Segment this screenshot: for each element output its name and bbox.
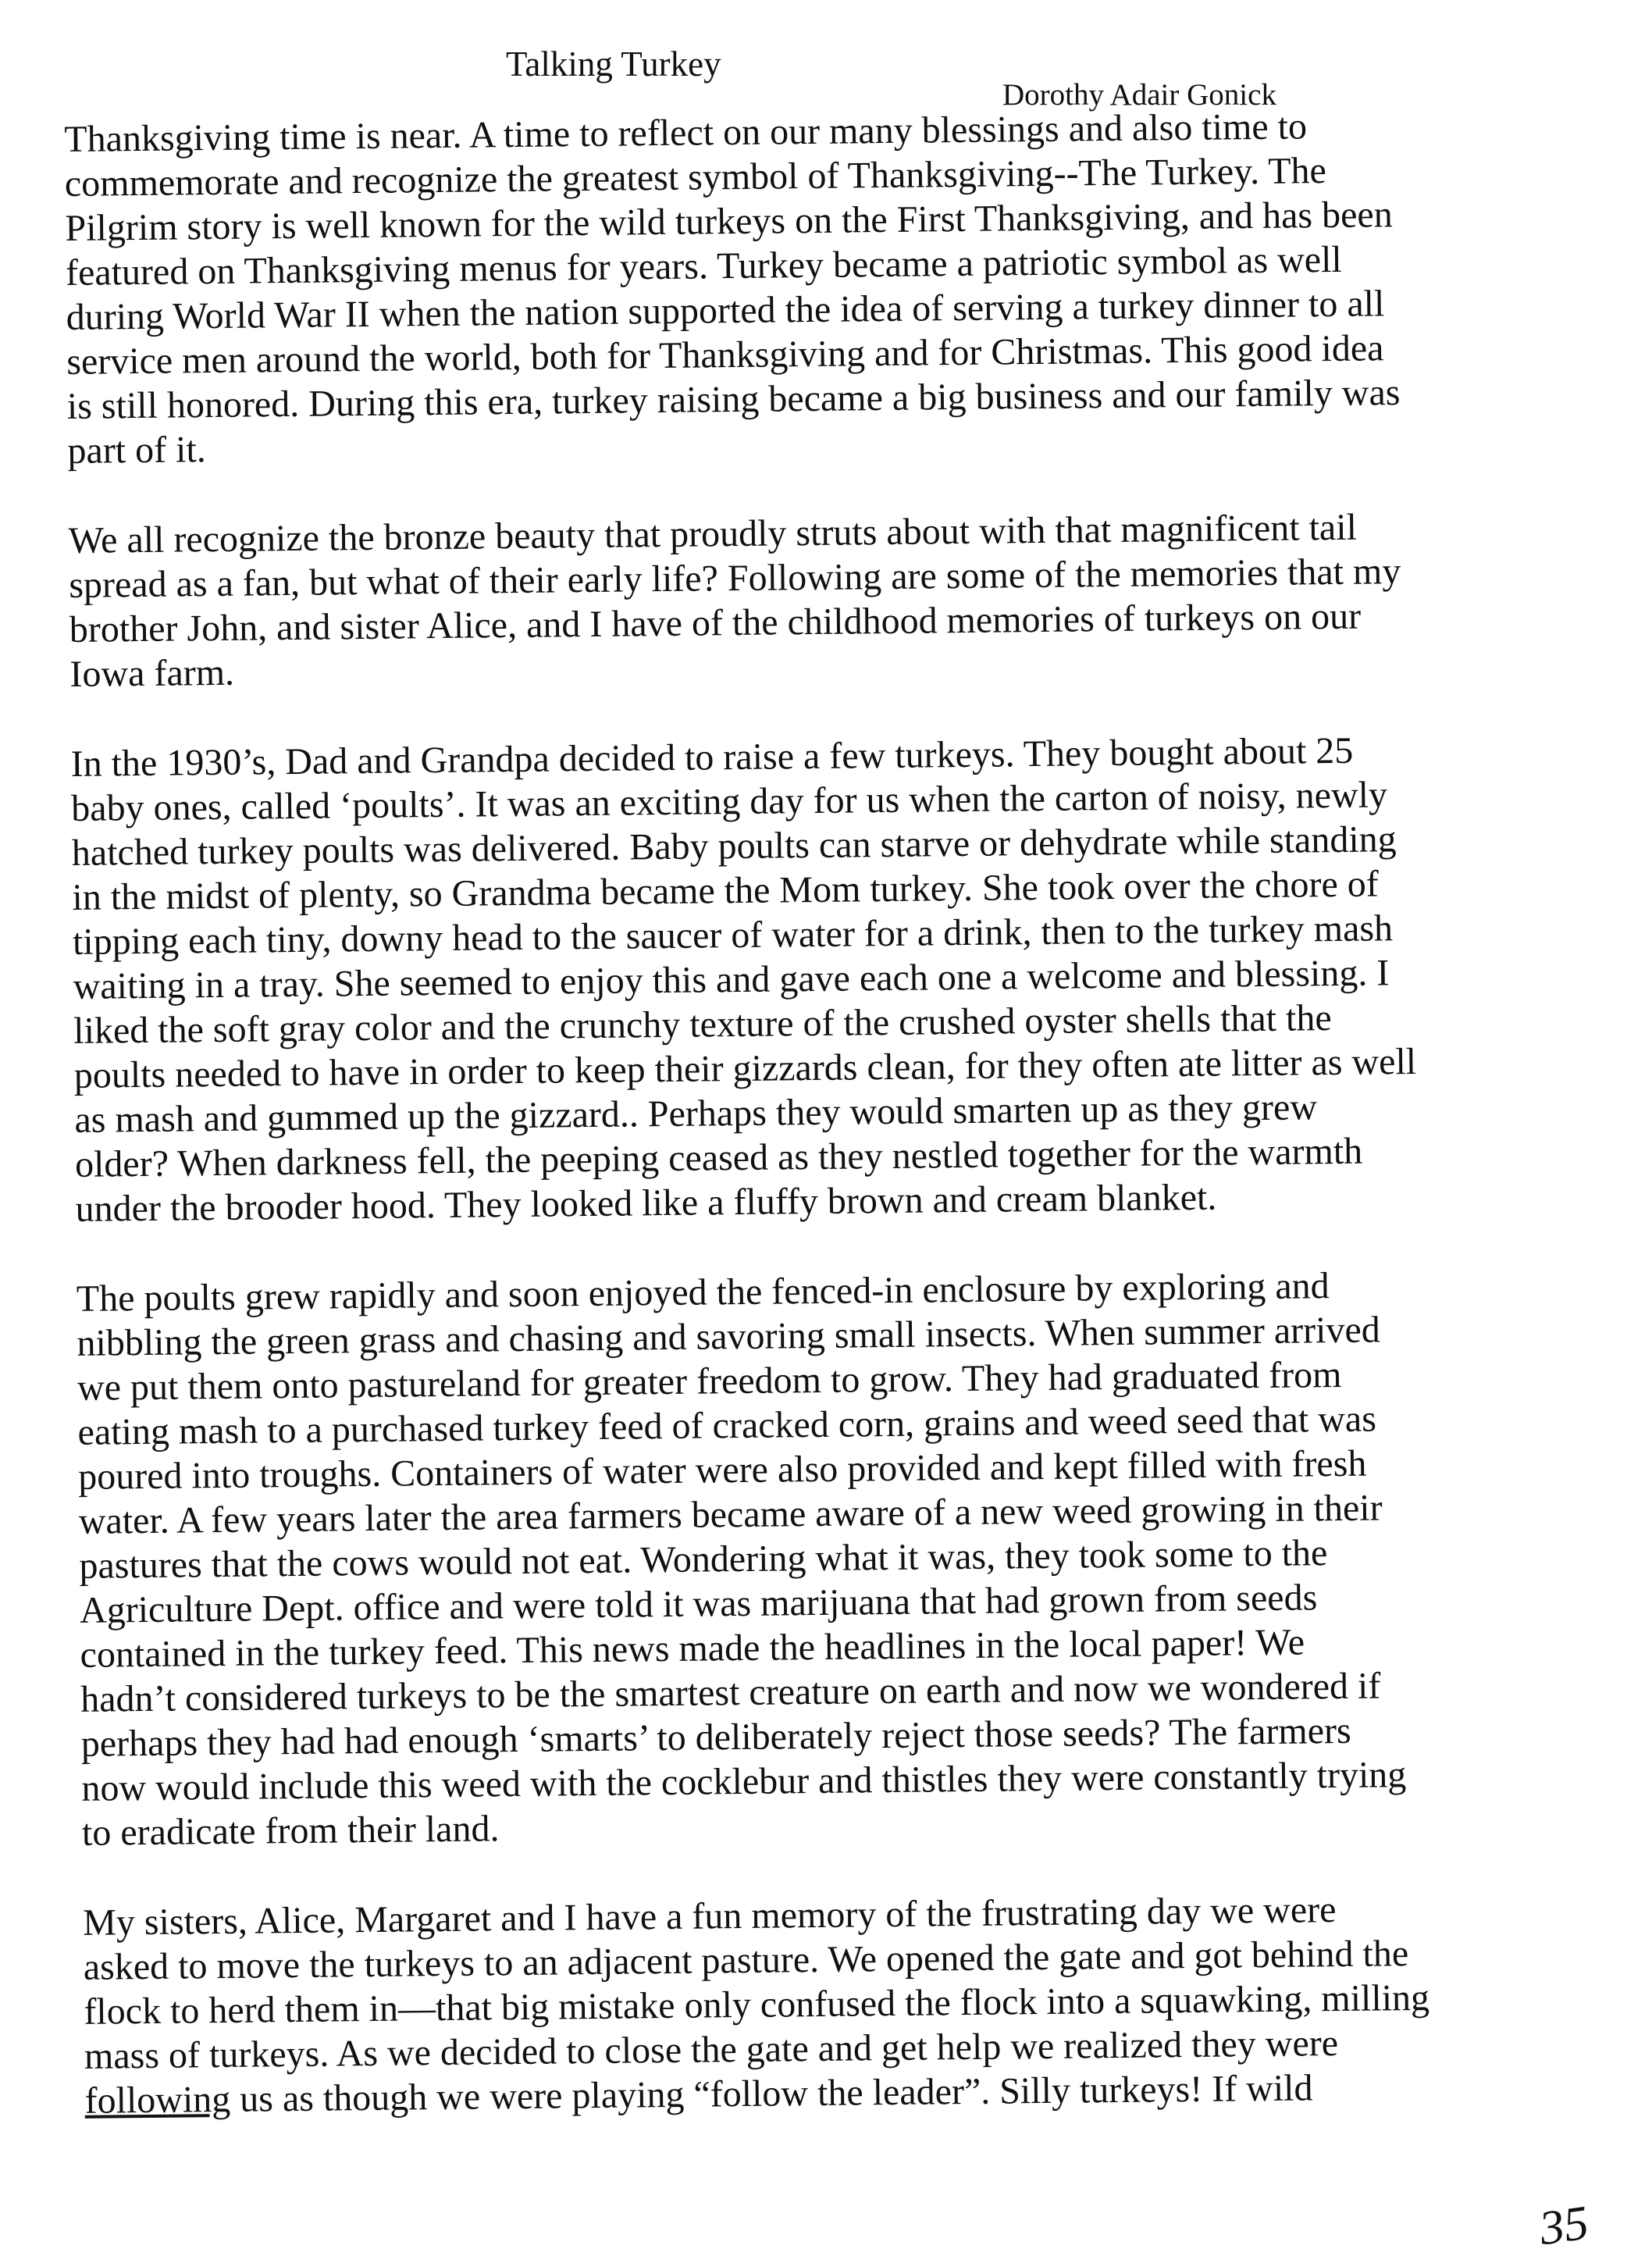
underlined-word: following (84, 2078, 231, 2122)
document-title: Talking Turkey (506, 45, 721, 84)
paragraph-5 (83, 1885, 1568, 2123)
text-line: older? When darkness fell, the peeping ceased as they nestled together for the warmth (74, 1130, 1363, 1185)
page-number: 35 (1536, 2196, 1592, 2256)
text-line: we put them onto pastureland for greater freedom to grow. They had graduated from (77, 1353, 1342, 1409)
text-line: hatched turkey poults was delivered. Baby poults can starve or dehydrate while standing (71, 818, 1397, 874)
text-line: nibbling the green grass and chasing and savoring small insects. When summer arrived (77, 1309, 1380, 1364)
text-line: Thanksgiving time is near. A time to reflect on our many blessings and also time to (64, 105, 1308, 160)
paragraph-3 (70, 726, 1558, 1231)
text-line: during World War II when the nation supported the idea of serving a turkey dinner to all (66, 283, 1385, 338)
text-line: In the 1930’s, Dad and Grandpa decided to raise a few turkeys. They bought about 25 (70, 729, 1354, 785)
document-body (64, 102, 1568, 2169)
text-line: is still honored. During this era, turkey raising became a big business and our family was (66, 372, 1401, 427)
text-line: spread as a fan, but what of their early life? Following are some of the memories that my (69, 551, 1401, 606)
text-line: mass of turkeys. As we decided to close the gate and get help we realized they were (84, 2022, 1339, 2077)
text-line: baby ones, called ‘poults’. It was an exciting day for us when the carton of noisy, newly (70, 774, 1388, 829)
text-line: commemorate and recognize the greatest symbol of Thanksgiving--The Turkey. The (64, 150, 1327, 205)
text-line: We all recognize the bronze beauty that proudly struts about with that magnificent tail (68, 506, 1358, 561)
text-line: Agriculture Dept. office and were told it was marijuana that had grown from seeds (79, 1577, 1318, 1631)
text-line: poults needed to have in order to keep their gizzards clean, for they often ate litter as well (73, 1040, 1417, 1096)
text-line: flock to herd them in—that big mistake only confused the flock into a squawking, milling (84, 1976, 1430, 2033)
text-line: My sisters, Alice, Margaret and I have a fun memory of the frustrating day we were (82, 1889, 1337, 1944)
text-line: brother John, and sister Alice, and I have of the childhood memories of turkeys on our (69, 595, 1362, 650)
text-line: asked to move the turkeys to an adjacent pasture. We opened the gate and got behind the (83, 1933, 1409, 1988)
text-line: eating mash to a purchased turkey feed of cracked corn, grains and weed seed that was (77, 1398, 1377, 1453)
text-line: contained in the turkey feed. This news made the headlines in the local paper! We (80, 1621, 1305, 1676)
text-line: to eradicate from their land. (81, 1808, 500, 1854)
paragraph-2 (68, 503, 1553, 697)
text-line: featured on Thanksgiving menus for years. Turkey became a patriotic symbol as well (65, 238, 1342, 294)
paragraph-1 (64, 102, 1551, 473)
text-line: liked the soft gray color and the crunchy texture of the crushed oyster shells that the (73, 997, 1332, 1052)
text-line: under the brooder hood. They looked like a fluffy brown and cream blanket. (75, 1176, 1217, 1230)
text-line: tipping each tiny, downy head to the saucer of water for a drink, then to the turkey mash (72, 907, 1394, 963)
text-line: part of it. (67, 429, 207, 472)
text-line: water. A few years later the area farmers became aware of a new weed growing in their (78, 1487, 1383, 1542)
text-line: perhaps they had had enough ‘smarts’ to deliberately reject those seeds? The farmers (80, 1709, 1351, 1765)
text-line: service men around the world, both for Thanksgiving and for Christmas. This good idea (66, 327, 1384, 383)
text-line: pastures that the cows would not eat. Wondering what it was, they took some to the (79, 1532, 1328, 1587)
text-line: in the midst of plenty, so Grandma became the Mom turkey. She took over the chore of (72, 863, 1379, 918)
paragraph-4 (77, 1261, 1566, 1855)
text-line: now would include this weed with the cocklebur and thistles they were constantly trying (81, 1754, 1407, 1809)
document-author: Dorothy Adair Gonick (1002, 78, 1276, 112)
text-line: as mash and gummed up the gizzard.. Perhaps they would smarten up as they grew (74, 1086, 1318, 1141)
text-line: The poults grew rapidly and soon enjoyed the fenced-in enclosure by exploring and (76, 1265, 1330, 1320)
text-line: waiting in a tray. She seemed to enjoy this and gave each one a welcome and blessing. I (73, 952, 1390, 1007)
text-line: poured into troughs. Containers of water were also provided and kept filled with fresh (77, 1442, 1367, 1498)
text-line-rest: us as though we were playing “follow the leader”. Silly turkeys! If wild (230, 2067, 1313, 2120)
text-line: Iowa farm. (69, 651, 235, 695)
text-line: Pilgrim story is well known for the wild turkeys on the First Thanksgiving, and has been (65, 194, 1393, 249)
text-line: hadn’t considered turkeys to be the smartest creature on earth and now we wondered if (80, 1665, 1381, 1720)
